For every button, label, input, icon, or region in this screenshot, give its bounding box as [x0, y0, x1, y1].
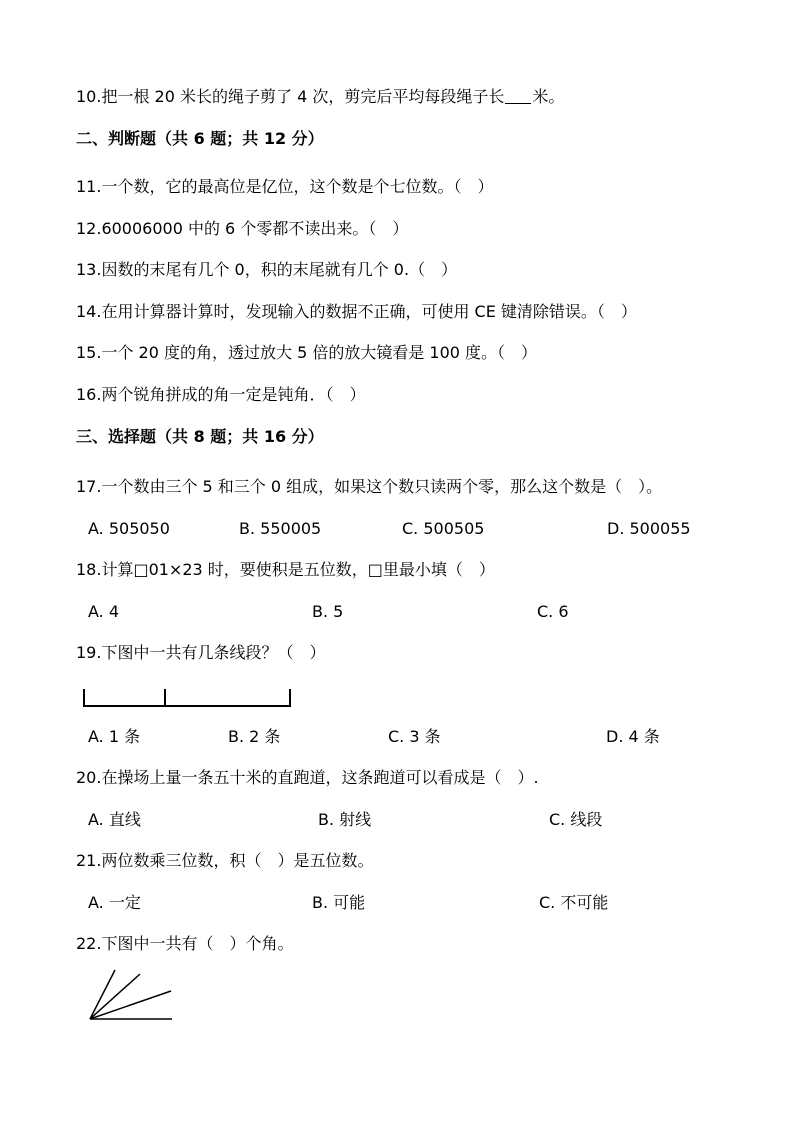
question-21: 21.两位数乘三位数，积（ ）是五位数。: [76, 851, 374, 870]
question-10-unit: 米。: [532, 87, 565, 106]
question-10: [76, 87, 564, 107]
question-19-option-b: B. 2 条: [228, 727, 281, 746]
question-14: 14.在用计算器计算时，发现输入的数据不正确，可使用 CE 键清除错误。（ ）: [76, 302, 637, 321]
question-11: 11.一个数，它的最高位是亿位，这个数是个七位数。（ ）: [76, 177, 494, 196]
question-15: 15.一个 20 度的角，透过放大 5 倍的放大镜看是 100 度。（ ）: [76, 343, 538, 362]
question-17-option-b: B. 550005: [239, 519, 322, 538]
section-heading-judgement: 二、判断题（共 6 题；共 12 分）: [76, 129, 324, 148]
question-17-option-a: A. 505050: [88, 519, 170, 538]
question-12: 12.60006000 中的 6 个零都不读出来。（ ）: [76, 219, 409, 238]
question-19-option-a: A. 1 条: [88, 727, 141, 746]
question-18: 18.计算□01×23 时，要使积是五位数，□里最小填（ ）: [76, 560, 495, 579]
angle-figure: [85, 968, 180, 1024]
question-19: 19.下图中一共有几条线段？（ ）: [76, 643, 326, 662]
question-19-option-d: D. 4 条: [606, 727, 660, 746]
question-22: 22.下图中一共有（ ）个角。: [76, 934, 294, 953]
question-18-option-b: B. 5: [312, 602, 344, 621]
answer-blank: [505, 88, 531, 104]
question-21-option-c: C. 不可能: [539, 893, 609, 912]
question-21-option-b: B. 可能: [312, 893, 366, 912]
angle-ray-middle: [90, 974, 140, 1019]
question-17: 17.一个数由三个 5 和三个 0 组成，如果这个数只读两个零，那么这个数是（ ）。: [76, 477, 663, 496]
question-10-text: 10.把一根 20 米长的绳子剪了 4 次，剪完后平均每段绳子长: [76, 87, 505, 106]
question-20-option-a: A. 直线: [88, 810, 141, 829]
section-heading-choice: 三、选择题（共 8 题；共 16 分）: [76, 427, 324, 446]
question-21-option-a: A. 一定: [88, 893, 141, 912]
question-17-option-d: D. 500055: [607, 519, 691, 538]
question-16: 16.两个锐角拼成的角一定是钝角．（ ）: [76, 385, 366, 404]
line-segment-figure: [80, 688, 295, 710]
question-20-option-b: B. 射线: [318, 810, 372, 829]
question-13: 13.因数的末尾有几个 0，积的末尾就有几个 0.（ ）: [76, 260, 458, 279]
question-20-option-c: C. 线段: [549, 810, 603, 829]
question-18-option-c: C. 6: [537, 602, 569, 621]
question-18-option-a: A. 4: [88, 602, 120, 621]
question-19-option-c: C. 3 条: [388, 727, 441, 746]
question-17-option-c: C. 500505: [402, 519, 485, 538]
question-20: 20.在操场上量一条五十米的直跑道，这条跑道可以看成是（ ）.: [76, 768, 539, 787]
